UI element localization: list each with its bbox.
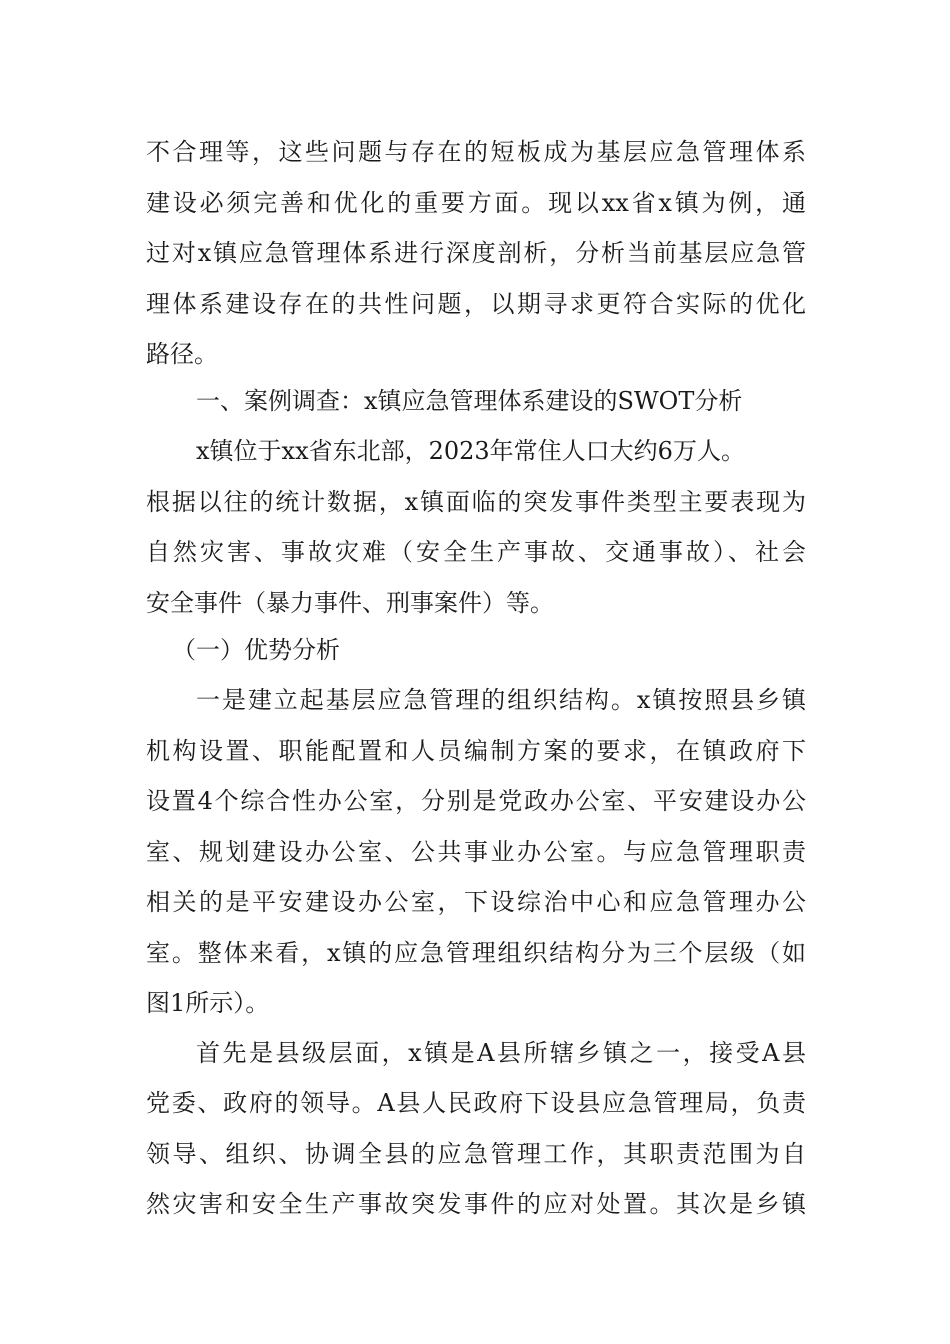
text-line-1: 不合理等，这些问题与存在的短板成为基层应急管理体系 <box>146 138 806 166</box>
section-heading-1: 一、案例调查：x镇应急管理体系建设的SWOT分析 <box>196 387 743 415</box>
text-line-2: 建设必须完善和优化的重要方面。现以xx省x镇为例，通 <box>146 189 806 217</box>
text-line-10: 安全事件（暴力事件、刑事案件）等。 <box>146 589 554 617</box>
text-line-7: x镇位于xx省东北部，2023年常住人口大约6万人。 <box>196 437 745 465</box>
text-line-20: 党委、政府的领导。A县人民政府下设县应急管理局，负责 <box>146 1089 806 1117</box>
text-line-12: 一是建立起基层应急管理的组织结构。x镇按照县乡镇 <box>196 686 806 714</box>
text-line-14: 设置4个综合性办公室，分别是党政办公室、平安建设办公 <box>146 787 806 815</box>
text-line-17: 室。整体来看，x镇的应急管理组织结构分为三个层级（如 <box>146 939 806 967</box>
text-line-18: 图1所示）。 <box>146 989 270 1017</box>
text-line-22: 然灾害和安全生产事故突发事件的应对处置。其次是乡镇 <box>146 1190 806 1218</box>
text-line-13: 机构设置、职能配置和人员编制方案的要求，在镇政府下 <box>146 737 806 765</box>
text-line-15: 室、规划建设办公室、公共事业办公室。与应急管理职责 <box>146 838 806 866</box>
text-line-3: 过对x镇应急管理体系进行深度剖析，分析当前基层应急管 <box>146 239 806 267</box>
text-line-8: 根据以往的统计数据，x镇面临的突发事件类型主要表现为 <box>146 488 806 516</box>
text-line-21: 领导、组织、协调全县的应急管理工作，其职责范围为自 <box>146 1140 806 1168</box>
text-line-16: 相关的是平安建设办公室，下设综治中心和应急管理办公 <box>146 888 806 916</box>
subsection-heading-1: （一）优势分析 <box>172 636 340 664</box>
text-line-9: 自然灾害、事故灾难（安全生产事故、交通事故）、社会 <box>146 538 806 566</box>
text-line-19: 首先是县级层面，x镇是A县所辖乡镇之一，接受A县 <box>196 1039 806 1067</box>
text-line-4: 理体系建设存在的共性问题，以期寻求更符合实际的优化 <box>146 290 806 318</box>
text-line-5: 路径。 <box>146 340 218 368</box>
